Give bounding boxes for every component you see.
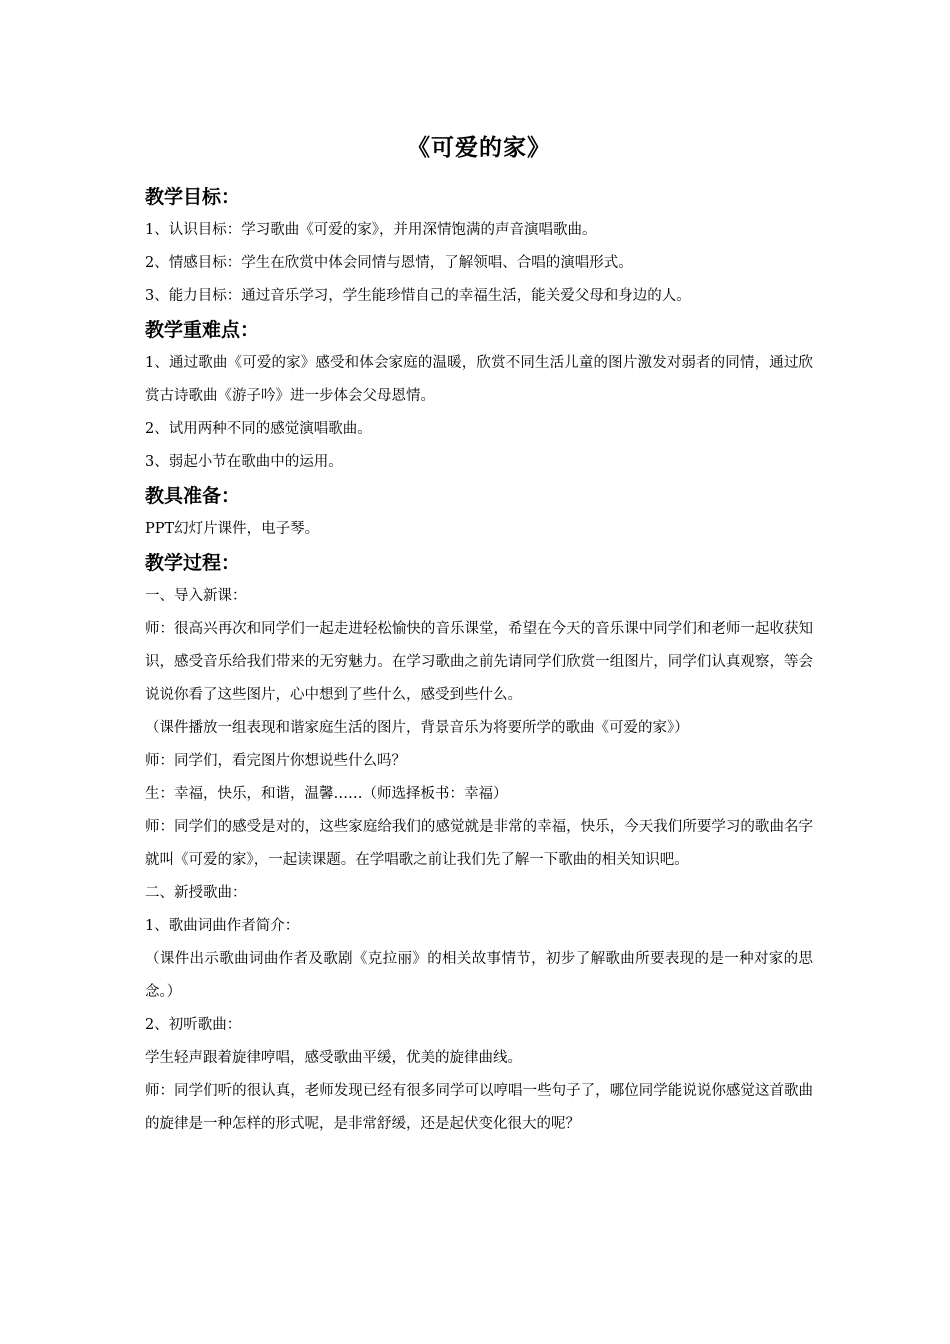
section-heading: 教学目标： [145, 186, 241, 208]
document-body [145, 126, 813, 1141]
paragraph: 2、初听歌曲： [145, 1017, 242, 1033]
paragraph: （课件出示歌曲词曲作者及歌剧《克拉丽》的相关故事情节，初步了解歌曲所要表现的是一种对家的思念。） [145, 951, 813, 1000]
paragraph: 学生轻声跟着旋律哼唱，感受歌曲平缓，优美的旋律曲线。 [145, 1050, 522, 1066]
paragraph: 1、歌曲词曲作者简介： [145, 918, 300, 934]
paragraph: 2、试用两种不同的感觉演唱歌曲。 [145, 421, 372, 437]
paragraph: 师：同学们的感受是对的，这些家庭给我们的感觉就是非常的幸福，快乐，今天我们所要学习的歌曲名字就叫《可爱的家》，一起读课题。在学唱歌之前让我们先了解一下歌曲的相关知识吧。 [145, 819, 813, 868]
section-teaching-goals [145, 180, 813, 313]
paragraph: 一、导入新课： [145, 588, 247, 604]
paragraph: 3、能力目标：通过音乐学习，学生能珍惜自己的幸福生活，能关爱父母和身边的人。 [145, 288, 691, 304]
section-key-points [145, 313, 813, 479]
paragraph: 二、新授歌曲： [145, 885, 247, 901]
paragraph: 师：同学们听的很认真，老师发现已经有很多同学可以哼唱一些句子了，哪位同学能说说你感觉这首歌曲的旋律是一种怎样的形式呢，是非常舒缓，还是起伏变化很大的呢？ [145, 1083, 813, 1132]
paragraph: （课件播放一组表现和谐家庭生活的图片，背景音乐为将要所学的歌曲《可爱的家》） [145, 720, 689, 736]
paragraph: 2、情感目标：学生在欣赏中体会同情与恩情，了解领唱、合唱的演唱形式。 [145, 255, 633, 271]
section-heading: 教学重难点： [145, 319, 260, 341]
section-heading: 教具准备： [145, 485, 241, 507]
section-heading: 教学过程： [145, 552, 241, 574]
paragraph: 1、通过歌曲《可爱的家》感受和体会家庭的温暖，欣赏不同生活儿童的图片激发对弱者的同情，通过欣赏古诗歌曲《游子吟》进一步体会父母恩情。 [145, 355, 813, 404]
section-materials [145, 479, 813, 546]
paragraph: 师：很高兴再次和同学们一起走进轻松愉快的音乐课堂，希望在今天的音乐课中同学们和老师一起收获知识，感受音乐给我们带来的无穷魅力。在学习歌曲之前先请同学们欣赏一组图片，同学们认真观察，等会说说你看了这些图片，心中想到了些什么，感受到些什么。 [145, 621, 813, 703]
page-title: 《可爱的家》 [407, 134, 551, 161]
paragraph: PPT幻灯片课件，电子琴。 [145, 521, 320, 537]
paragraph: 师：同学们，看完图片你想说些什么吗？ [145, 753, 406, 769]
section-teaching-process [145, 546, 813, 1141]
paragraph: 1、认识目标：学习歌曲《可爱的家》，并用深情饱满的声音演唱歌曲。 [145, 222, 597, 238]
paragraph: 3、弱起小节在歌曲中的运用。 [145, 454, 343, 470]
paragraph: 生：幸福，快乐，和谐，温馨……（师选择板书：幸福） [145, 786, 508, 802]
